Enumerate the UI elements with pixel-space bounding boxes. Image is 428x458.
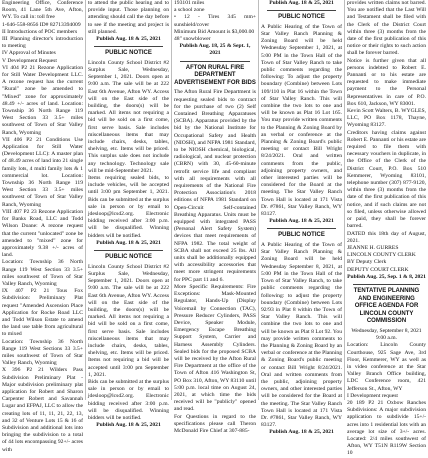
agenda-item: IX 407 P2 21 Tous Fox Subdivision: Preliminary Plat request "Amended Ascension Place Application for Rocke Road LLC and Todd Wilson Estate to amend the land use table from agricultural to mixed (2, 288, 83, 338)
column-1 (2, 0, 83, 453)
publish-dates: Publish Aug. 18 & 25, 2021 (269, 429, 334, 436)
notice-heading: AFTON RURAL FIRE DEPARTMENT ADVERTISEMENT FOR BIDS (174, 64, 256, 86)
agenda-item: II Introductions of POC members (2, 28, 78, 35)
signature-name: JEANNE H. GURRES (347, 244, 399, 251)
column-rule (171, 0, 172, 400)
column-5 (347, 0, 426, 457)
notice-paragraph: Lincoln County School District #2 Surplus Sale, Wednesday, September 1, 2021. Doors open at 9:00 a.m. The sale will be at 222 East 6th Avenue, Afton WY. Access will on the East side of the building, the doors(s) will be marked. All items not requiring a bid will be sold on a first come, first serve basis. Sale includes miscellaneous items that may include chairs, desks, tables, shelving, etc. Items will be priced. Items not requiring a bid will be accepted until 3:00 pm September 1, 2021. (88, 263, 169, 378)
notice-heading: PUBLIC NOTICE (278, 14, 325, 21)
agenda-item: X 396 P2 21 Wilders Pass Subdivision Preliminary Plat - Major subdivision preliminary plat application for Robert and Sharon Carpenter Robert and Savannah Lugar and EFPAJ, LLC to allow the creating lots of 11, 11, 21, 22, 13, and 32 of Venture Lots 15 & 16 of Subdivision and additional lots into bringing the subdivision to a total of 44 lots encompassing 92+/- acres with (2, 367, 83, 453)
agenda-item: Location: Township 36 North Range 119 West Section 33 3.5+ miles southwest of Town of Star Valley Ranch, Wyoming (2, 259, 83, 287)
notice-paragraph: Kevin Scott Walters, B. WYGLES, LLC, PO Box 1178, Thayne, Wyoming 83127. (347, 108, 426, 129)
agenda-item: Location: Township 36 North Range 119 West Sections 33 3.5+ miles southwest of Town of Star Valley Ranch, Wyoming (2, 338, 83, 367)
agenda-item: 20 189 P2 21 Oxbow Ranches Subdivisions: A major subdivision application to subdivide 15+/- acres into 1 residential lots with an average lot size of 3+/- acres. Located: 2/4 miles southwest of Afton, WY T51N R119W Section 10 (347, 399, 426, 457)
agenda-item: VIII 407 P2 23 Rezone Application for Banks Road, LLC and Todd Wilson Doane: A rezone request that the current "unlocated" zone be amended to "mixed" zone for approximately 9.38 +/- acres of land. (2, 208, 83, 259)
notice-heading: PUBLIC NOTICE (105, 254, 152, 261)
notice-line: 48" snowblower (174, 36, 211, 43)
notice-paragraph: Location: Lincoln County Courthouse, 925 Sage Ave, 3rd Floor, Kemmerer, WY as well as in video conference at the Star Valley Branch Office building, LDC Conference room, 421 Jefferson St., Afton, WY (347, 342, 426, 392)
notice-heading: TENTATIVE PLANNING AND ENGINEERING OFFICE AGENDA FOR LINCOLN COUNTY COMMISSION (353, 287, 420, 325)
publish-dates: Publish Aug. 18 & 25, 2021 (269, 0, 334, 6)
column-rule (258, 0, 259, 400)
notice-paragraph: More Specific Requirements: Fire Exceptions: Mask-Mounted Regulator, Hands-Up (Display Voicemail by Connection (TAC), Pressure Reducer Cylinders, PASS Device, Speaker Module, Emergency Escape Breathing Support System, Carrier and Harness Assembly Cylinders. Sealed bids for the proposed SCBA will be received by the Afton Rural Fire Department at the office of the Town of Afton 416 Washington St, PO Box 310, Afton, WY 83110 until 5:00 p.m. local time on August 24, 2021, at which time the bids received will be "publicly" opened and read. (174, 283, 256, 413)
notice-paragraph: provides written claims not barred. You are notified that the Last Will and Testament shall be filed with the Clerk of the District Court within three (3) months from the date of the first publication of this notice or their rights to such action shall be forever barred. (347, 0, 426, 57)
notice-heading: PUBLIC NOTICE (105, 50, 152, 57)
notice-line: Minimum Bid Amount is $3,000.00 (174, 28, 255, 35)
signature-by: BY Deputy Clerk (347, 259, 387, 266)
notice-divider (267, 228, 336, 229)
notice-line: • 12 - Tires 345 mm+ sunshield/cover (174, 14, 256, 28)
phone-number: 1-646-558-8656 ID# 82713394009 (2, 21, 81, 28)
column-4 (261, 0, 342, 436)
publish-dates: Publish Aug. 18 & 25, 2021 (96, 36, 161, 43)
notice-paragraph: A Public Hearing of the Town of Star Valley Ranch Planning & Zoning Board will be held Wednesday September 8, 2021, at 5:00 PM in the Town Hall of the Town of Star Valley Ranch, to take public comments regarding the following: to adjust the property boundary (Combine) between Lots 92/93 in Plat 8 within the Town of Star Valley Ranch. This will combine the two lots to one and will be known as Plat 8 Lot 92. You may provide written comments to the Planning & Zoning Board by an verbal or conference at the Planning & Zoning Board's public meeting or contact Bill Wright 8/24/2021. Oral and written comments from the public, adjoining property owners, and other interested parties will be considered for the Board at the meeting. The Star Valley Ranch Town Hall is located at 171 Vista Dr. #7861, Star Valley Ranch, WY 83127. (261, 242, 342, 429)
agenda-item: VI 404 P2 21 Rezone Application for Still Water Development LLC. A rezone request has the current "Rural" zone be amended to "Mixed" zone for approximately 48.49 +/- acres of land. Location: Township 36 North Range 119 West Section 33 3.5+ miles southwest of Town of Star Valley Ranch, Wyoming (2, 64, 83, 136)
notice-divider (267, 10, 336, 11)
signature-title: DEPUTY COURT CLERK (347, 266, 409, 273)
agenda-item: I Development request (347, 392, 398, 399)
notice-paragraph: For Questions in regard to the specifications please call Theron McDonald Fire Chief at 307-885- (174, 413, 256, 434)
publish-dates: Publish Aug. 18 & 25, 2021 (96, 422, 161, 429)
notice-paragraph: Items requiring sealed bids, to include vehicles, will be accepted until 3:00 pm September 1, 2021. Bids can be submitted at the surplus sale in person or by email to jdesloop@lcsd2.org. Electronic bidding received after 3:00 p.m. will be disqualified. Winning bidders will be notified. (88, 175, 169, 239)
notice-line: 193101 miles (174, 0, 205, 6)
agenda-item: VII 406 P2 21 Conditions Use Application for Still Water (Development LLC): A master plan of 48.49 acres of land into 21 single family lots, 4 multi family lots & 1 commercial lot. Location: Township 36 North Range 119 West Section 33 3.5+ miles southwest of Town of Star Valley Ranch, Wyoming (2, 136, 83, 208)
meeting-datetime: Wednesday, September 8, 2021 9:00 a.m. (351, 327, 422, 342)
signature-date: DATED this 18th day of August, 2021. (347, 230, 426, 244)
notice-paragraph: A Public Hearing of the Town of Star Valley Ranch Planning & Zoning Board will be held Wednesday September 1, 2021, at 5:00 PM in the Town Hall of the Town of Star Valley Ranch to take public comments regarding the following: To adjust the property boundary (Combine) between Lots 109/110 in Plat 16 within the Town of Star Valley Ranch. This will combine the two lots to one and will be known as Plat 16 Lot 165. You may provide written comments to the Planning & Zoning Board by an verbal or conference at the Planning & Zoning Board's public meeting or contact Bill Wright 8/24/2021. Oral and written comments from the public, adjoining property owners, and other interested parties will be considered for the Board at the meeting. The Star Valley Ranch Town Hall is located at 171 Vista Dr. #7861, Star Valley Ranch, WY 83127. (261, 23, 342, 218)
notice-paragraph: Engineering Office, Conference Room, 41 Lane 5th Ave, Afton, WY. To call in: toll free (2, 0, 83, 21)
agenda-item: V Development Request (2, 57, 57, 64)
notice-line: a school zone (174, 7, 205, 14)
signature-title: LINCOLN COUNTY CLERK (347, 252, 416, 259)
publish-dates: Publish Aug. 18, 25 & Sept. 1, 2021 (179, 43, 251, 57)
column-rule (85, 0, 86, 400)
notice-paragraph: Notice is further given that all persons indebted to Robert E. Pannanti or to his estate are requested to make immediate payment to the Personal Representatives in care of P.O. Box 610, Jackson, WY 83001. (347, 57, 426, 107)
notice-divider (180, 61, 250, 62)
column-3 (174, 0, 256, 434)
agenda-item: IV Approval of Minutes (2, 50, 56, 57)
notice-heading: PUBLIC NOTICE (278, 232, 325, 239)
column-rule (344, 0, 345, 400)
agenda-item: III Planning director's introduction to meeting (2, 36, 83, 50)
notice-divider (94, 46, 163, 47)
notice-paragraph: Lincoln County School District #2 Surplus Sale, Wednesday, September 1, 2021. Doors open at 9:00 a.m. The sale will be at 222 East 6th Avenue, Afton WY. Access will on the East side of the building, the doors(s) will be marked. All items not requiring a bid will be sold on a first come, first serve basis. Sale includes miscellaneous items that may include chairs, desks, tables, shelving, etc. Items will be priced. This surplus sale does not include any technology. Technology sale will be mid-September 2021. (88, 59, 169, 174)
notice-paragraph: to attend the public hearing and to provide input. Those planning on attending should call the day before to see if the meeting and project is still planned. (88, 0, 169, 35)
publish-dates: Publish Aug. 18 & 25, 2021 (96, 239, 161, 246)
notice-divider (94, 250, 163, 251)
notice-paragraph: Creditors having claims against Robert E. Pannanti or his estate are required to file them with necessary vouchers in duplicate, in the Office of the Clerk of the District Court, P.O. Box 510 Kemmerer, Wyoming 83101, telephone number (307) 877-9120, within three (3) months from the date of the first publication of this notice, and if such claims are not so filed, unless otherwise allowed or paid, they shall be forever barred. (347, 129, 426, 230)
notice-paragraph: Bids can be submitted at the surplus sale in person or by email to jdesloop@lcsd2.org. Electronic bidding received after 3:00 p.m. will be disqualified. Winning bidders will be notified. (88, 378, 169, 421)
notice-divider (353, 284, 420, 285)
publish-dates: Publish Aug. 25, Sep. 1 & 8, 2021 (347, 273, 426, 280)
notice-paragraph: The Afton Rural Fire Department is requesting sealed bids to contract for the purchase of two (2) Self Contained Breathing Apparatuses (SCBA). Apparatus provided by the bid by the National Institute for Occupational Safety and Health (NIOSH), and NFPA 1981 Standard, to be NIOSH chemical, biological, radiological, and nuclear protection (CBRN) with 30, 45-60-minute retrofit service life and compliant with all requirements with all requirements of the National Fire Protection Association's 2018 editions of NFPA 1981 Standard on Open-Circuit Self-contained Breathing Apparatus. Units must be equipped with integrated PASS (Personal Alert Safety System) devices that meet requirements of NFPA 1982. The total weight of SCBA shall not exceed 25 lbs. All units shall be additionally equipped with accessibility accessories that meet more stringent requirements for PPC part 11 and 6. (174, 89, 256, 283)
column-2 (88, 0, 169, 429)
publish-dates: Publish Aug. 18 & 25, 2021 (269, 218, 334, 225)
